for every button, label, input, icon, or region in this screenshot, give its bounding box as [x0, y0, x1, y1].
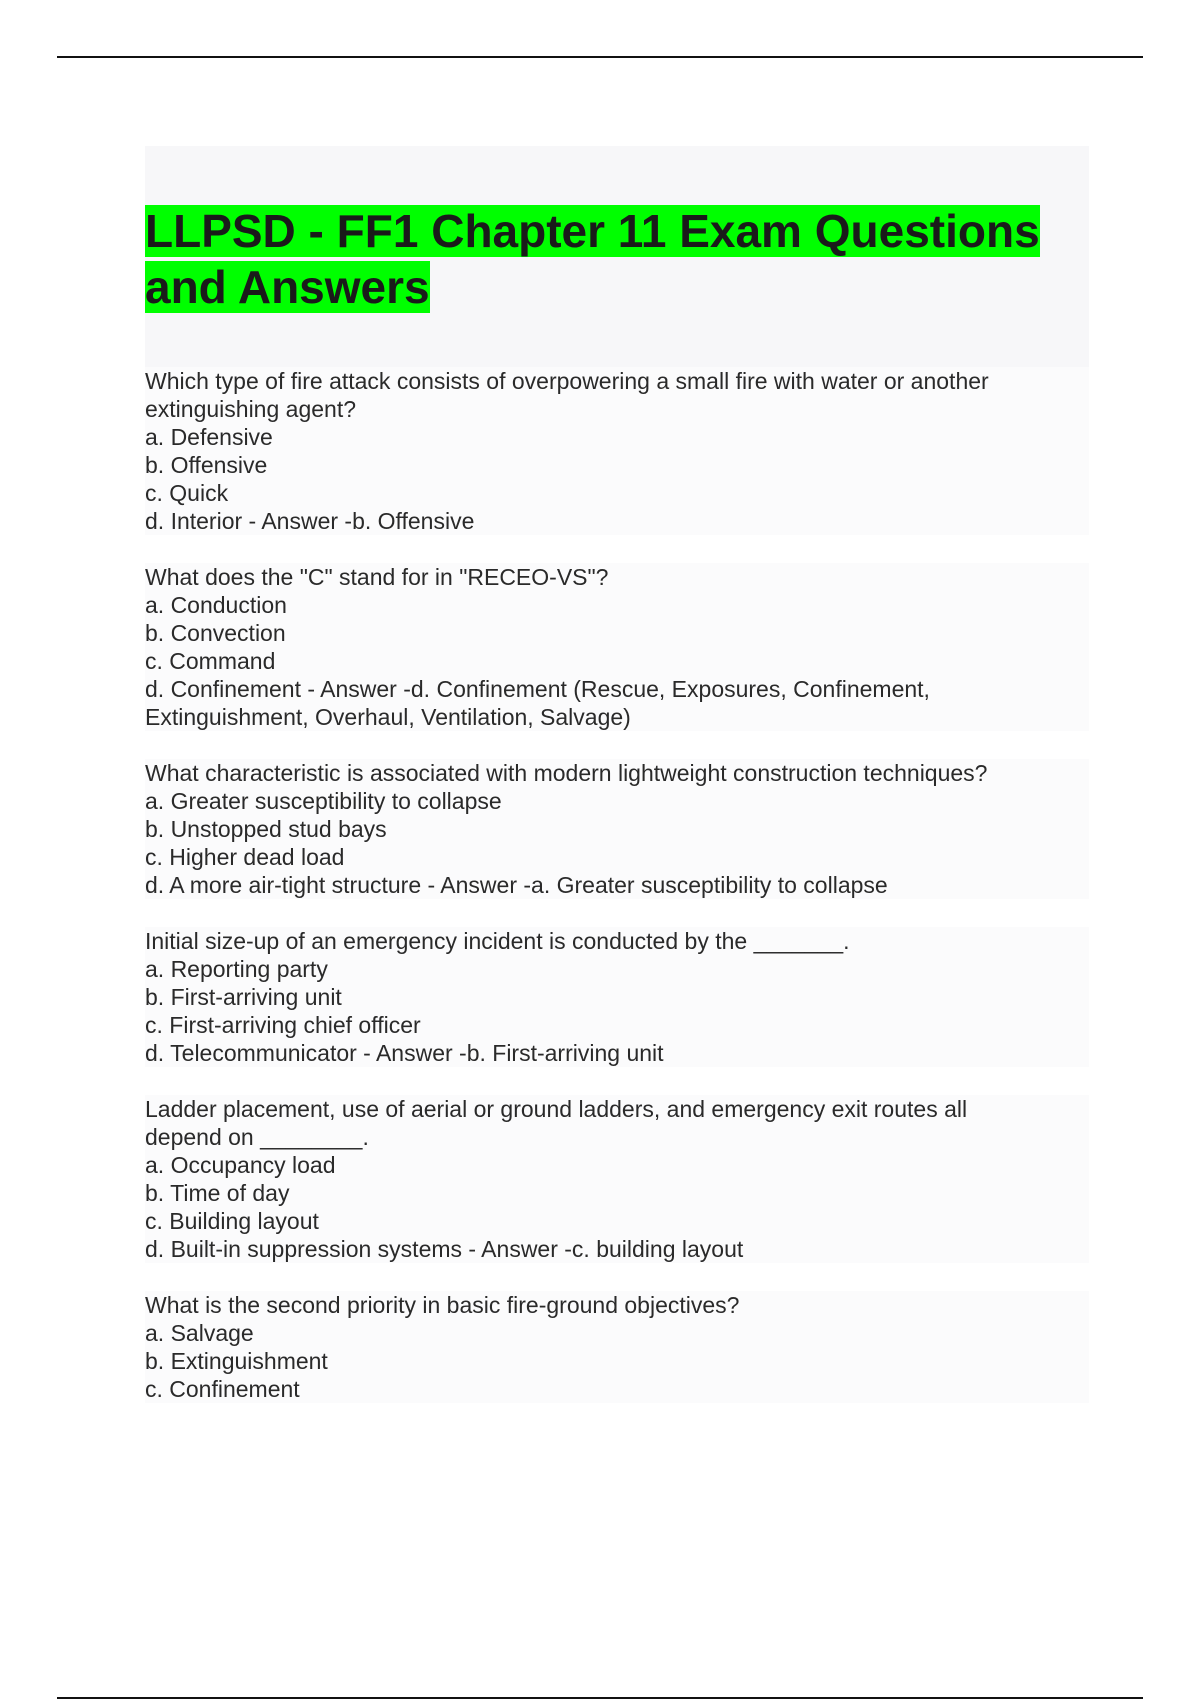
question-line: d. Interior - Answer -b. Offensive [145, 508, 475, 534]
bottom-rule [57, 1697, 1143, 1699]
question-text: Which type of fire attack consists of overpowering a small fire with water or another [145, 368, 989, 394]
top-rule [57, 56, 1143, 58]
question-block [145, 367, 1089, 535]
question-text: What is the second priority in basic fire-ground objectives? [145, 1292, 740, 1318]
question-line: c. Command [145, 648, 276, 674]
question-line: d. Confinement - Answer -d. Confinement (Rescue, Exposures, Confinement, [145, 676, 930, 702]
question-block [145, 927, 1089, 1067]
question-line: c. Building layout [145, 1208, 319, 1234]
question-line: extinguishing agent? [145, 396, 356, 422]
question-text: Ladder placement, use of aerial or ground ladders, and emergency exit routes all [145, 1096, 968, 1122]
question-line: c. First-arriving chief officer [145, 1012, 421, 1038]
question-line: a. Defensive [145, 424, 273, 450]
question-block [145, 1095, 1089, 1263]
question-line: b. Unstopped stud bays [145, 816, 387, 842]
question-line: d. A more air-tight structure - Answer -a. Greater susceptibility to collapse [145, 872, 888, 898]
question-text: What characteristic is associated with modern lightweight construction techniques? [145, 760, 988, 786]
document-title [145, 203, 1089, 315]
question-block [145, 1291, 1089, 1403]
question-line: c. Higher dead load [145, 844, 345, 870]
question-line: d. Built-in suppression systems - Answer -c. building layout [145, 1236, 744, 1262]
question-line: a. Conduction [145, 592, 287, 618]
title-highlight: LLPSD - FF1 Chapter 11 Exam Questions and Answers [145, 205, 1040, 313]
question-line: a. Occupancy load [145, 1152, 336, 1178]
question-line: d. Telecommunicator - Answer -b. First-arriving unit [145, 1040, 664, 1066]
question-block [145, 759, 1089, 899]
question-line: b. Convection [145, 620, 286, 646]
question-line: c. Confinement [145, 1376, 300, 1402]
question-line: a. Greater susceptibility to collapse [145, 788, 502, 814]
question-line: b. Extinguishment [145, 1348, 328, 1374]
question-line: a. Salvage [145, 1320, 254, 1346]
question-text: Initial size-up of an emergency incident is conducted by the _______. [145, 928, 850, 954]
question-line: b. Time of day [145, 1180, 290, 1206]
question-block [145, 563, 1089, 731]
question-line: Extinguishment, Overhaul, Ventilation, Salvage) [145, 704, 631, 730]
question-line: b. Offensive [145, 452, 268, 478]
question-line: a. Reporting party [145, 956, 328, 982]
question-line: c. Quick [145, 480, 229, 506]
question-line: depend on ________. [145, 1124, 369, 1150]
question-text: What does the "C" stand for in "RECEO-VS"? [145, 564, 609, 590]
question-line: b. First-arriving unit [145, 984, 342, 1010]
question-list [145, 367, 1089, 1431]
